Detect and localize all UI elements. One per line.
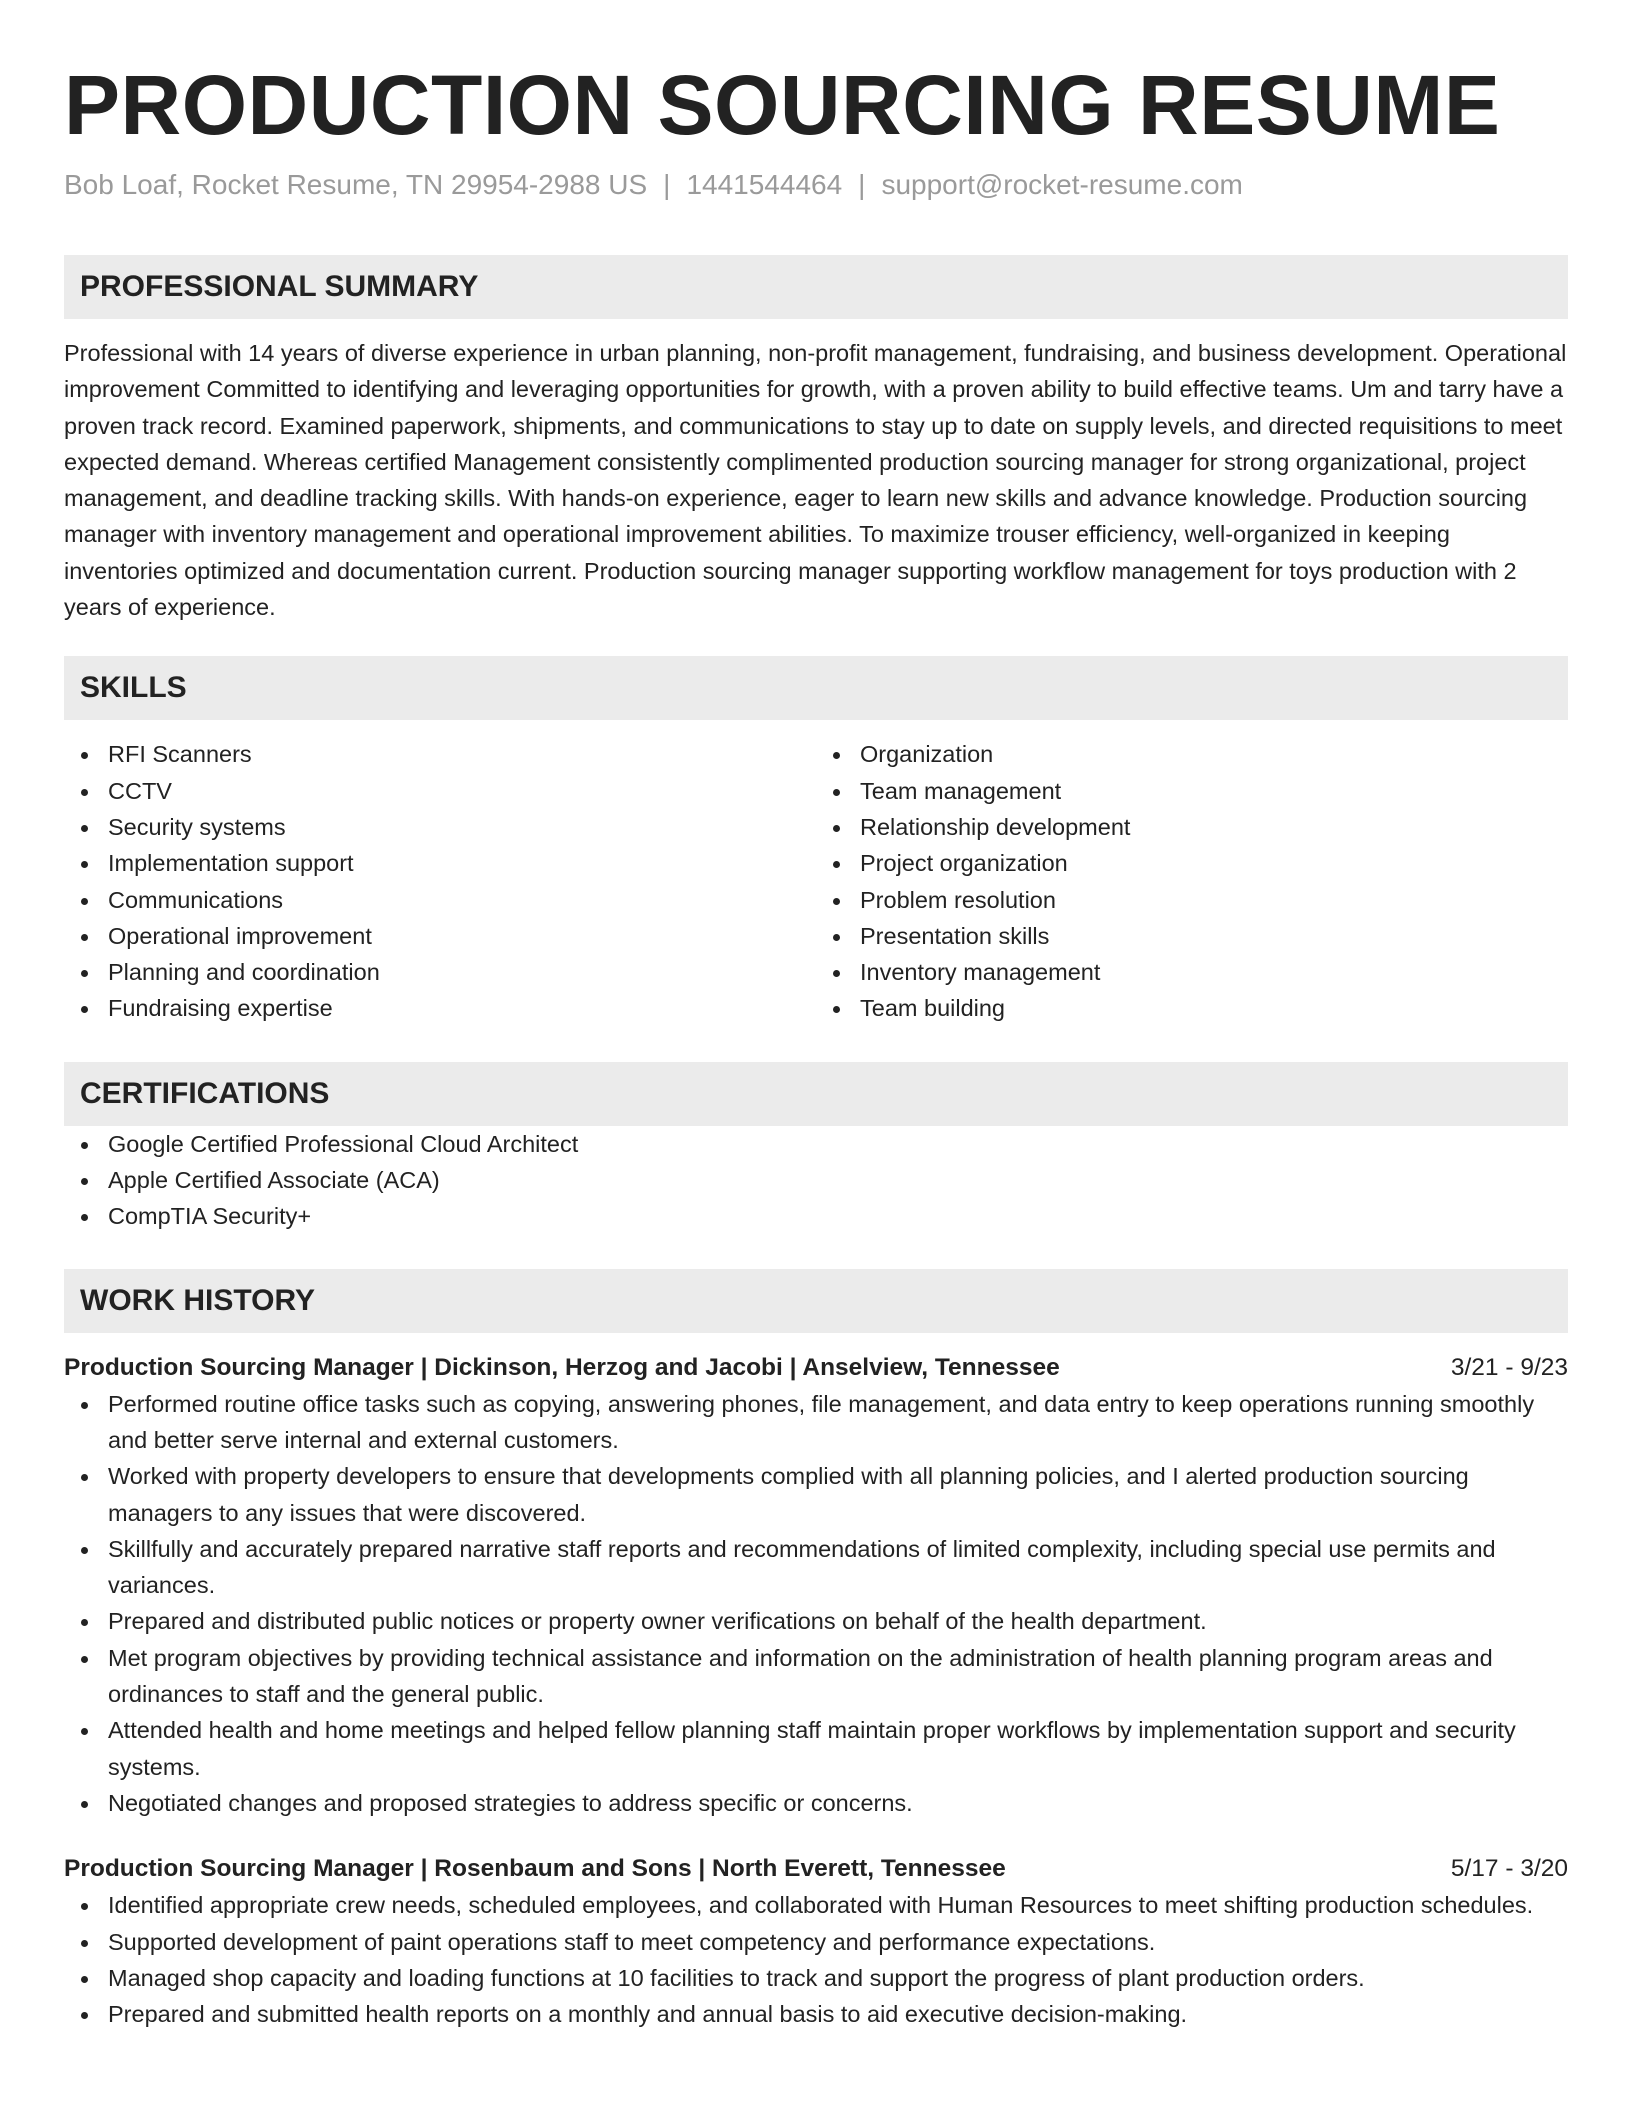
job-dates: 5/17 - 3/20 [1450,1855,1568,1883]
contact-address: Bob Loaf, Rocket Resume, TN 29954-2988 US [64,169,648,200]
job-header [64,1350,1568,1386]
skill-item: RFI Scanners [64,736,816,772]
job-bullet: Performed routine office tasks such as copying, answering phones, file management, and data entry to keep operations running smoothly and better serve internal and external customers. [64,1386,1568,1459]
skill-item: Fundraising expertise [64,990,816,1026]
skill-item: Inventory management [816,954,1568,990]
section-heading-skills: SKILLS [64,656,1568,720]
skills-list-left [64,736,816,1026]
job-dates: 3/21 - 9/23 [1450,1353,1568,1381]
resume-title: PRODUCTION SOURCING RESUME [64,58,1501,152]
job-bullet: Worked with property developers to ensure that developments complied with all planning policies, and I alerted production sourcing managers to any issues that were discovered. [64,1458,1568,1531]
job-bullet: Supported development of paint operations staff to meet competency and performance expectations. [64,1924,1568,1960]
job-bullet-list [64,1386,1568,1822]
skill-item: Communications [64,882,816,918]
contact-separator: | [663,169,671,200]
skill-item: Project organization [816,845,1568,881]
skills-list-right [816,736,1568,1026]
skill-item: Implementation support [64,845,816,881]
job-bullet: Prepared and submitted health reports on a monthly and annual basis to aid executive decision-making. [64,1996,1568,2032]
job-bullet-list [64,1887,1568,2032]
skill-item: Operational improvement [64,918,816,954]
skill-item: Organization [816,736,1568,772]
skill-item: Relationship development [816,809,1568,845]
skill-item: Planning and coordination [64,954,816,990]
contact-line [64,167,1568,203]
skill-item: Problem resolution [816,882,1568,918]
job-bullet: Prepared and distributed public notices or property owner verifications on behalf of the health department. [64,1603,1568,1639]
skills-columns [64,736,1568,1026]
certifications-list [64,1126,1568,1235]
job-bullet: Attended health and home meetings and helped fellow planning staff maintain proper workflows by implementation support and security systems. [64,1712,1568,1785]
skill-item: Security systems [64,809,816,845]
skill-item: Presentation skills [816,918,1568,954]
section-heading-certifications: CERTIFICATIONS [64,1062,1568,1126]
section-heading-work-history: WORK HISTORY [64,1269,1568,1333]
job-bullet: Managed shop capacity and loading functions at 10 facilities to track and support the progress of plant production orders. [64,1960,1568,1996]
certification-item: CompTIA Security+ [64,1198,1568,1234]
job-bullet: Negotiated changes and proposed strategies to address specific or concerns. [64,1785,1568,1821]
contact-phone: 1441544464 [686,169,843,200]
summary-text: Professional with 14 years of diverse experience in urban planning, non-profit management, fundraising, and business development. Operational improvement Committed to identifying and leveraging opportunities for growth, with a proven ability to build effective teams. Um and tarry have a proven track record. Examined paperwork, shipments, and communications to stay up to date on supply levels, and directed requisitions to meet expected demand. Whereas certified Management consistently complimented production sourcing manager for strong organizational, project management, and deadline tracking skills. With hands-on experience, eager to learn new skills and advance knowledge. Production sourcing manager with inventory management and operational improvement abilities. To maximize trouser efficiency, well-organized in keeping inventories optimized and documentation current. Production sourcing manager supporting workflow management for toys production with 2 years of experience. [64,340,1567,621]
contact-email: support@rocket-resume.com [881,169,1243,200]
job-bullet: Met program objectives by providing technical assistance and information on the administration of health planning program areas and ordinances to staff and the general public. [64,1640,1568,1713]
job-title: Production Sourcing Manager | Rosenbaum and Sons | North Everett, Tennessee [64,1855,1006,1883]
job-header [64,1851,1568,1887]
job-bullet: Skillfully and accurately prepared narrative staff reports and recommendations of limited complexity, including special use permits and variances. [64,1531,1568,1604]
certification-item: Apple Certified Associate (ACA) [64,1162,1568,1198]
skill-item: Team management [816,773,1568,809]
skill-item: CCTV [64,773,816,809]
job-bullet: Identified appropriate crew needs, scheduled employees, and collaborated with Human Resources to meet shifting production schedules. [64,1887,1568,1923]
certification-item: Google Certified Professional Cloud Architect [64,1126,1568,1162]
contact-separator: | [858,169,866,200]
job-title: Production Sourcing Manager | Dickinson, Herzog and Jacobi | Anselview, Tennessee [64,1353,1060,1381]
skill-item: Team building [816,990,1568,1026]
section-heading-summary: PROFESSIONAL SUMMARY [64,255,1568,319]
